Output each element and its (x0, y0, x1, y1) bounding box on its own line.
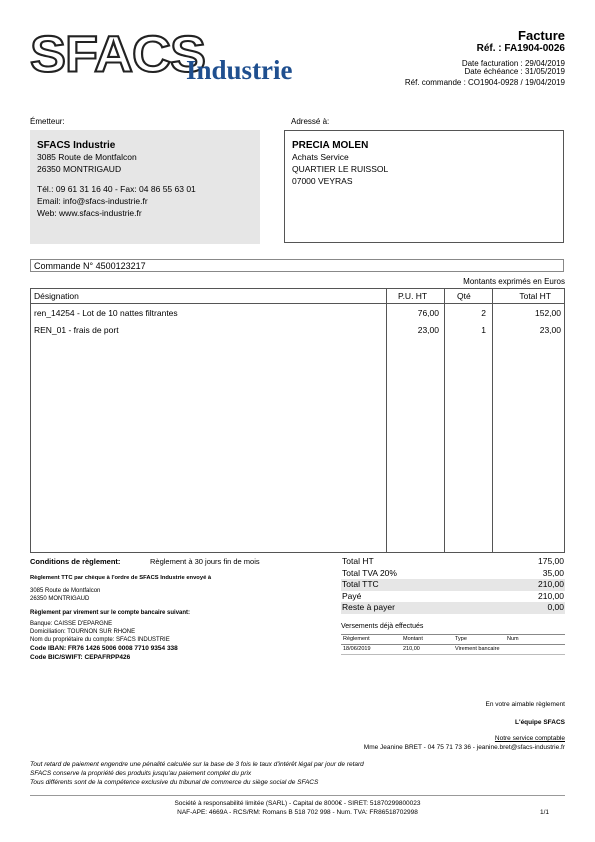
company-logo: SFACS (30, 26, 206, 84)
sender-address-line2: 26350 MONTRIGAUD (37, 164, 122, 174)
recipient-name: PRECIA MOLEN (292, 140, 369, 151)
total-label: Total TTC (342, 579, 379, 589)
footer-registration-info: NAF-APE: 4669A - RCS/RM: Romans B 518 702 998 - Num. TVA: FR86518702998 (177, 809, 418, 816)
cheque-instructions: Règlement TTC par chèque à l'ordre de SFACS Industrie envoyé à (30, 575, 212, 581)
payments-header-row (341, 634, 565, 645)
bic-code: Code BIC/SWIFT: CEPAFRPP426 (30, 654, 131, 661)
row1-unit-price: 76,00 (417, 308, 439, 318)
row1-total: 152,00 (535, 308, 561, 318)
total-label: Payé (342, 590, 362, 601)
recipient-address-line1: QUARTIER LE RUISSOL (292, 164, 389, 174)
sender-box (30, 130, 260, 244)
closing-contact: Mme Jeanine BRET - 04 75 71 73 36 - jeanine.bret@sfacs-industrie.fr (363, 744, 565, 751)
ownership-notice: SFACS conserve la propriété des produits jusqu'au paiement complet du prix (30, 770, 252, 777)
late-payment-notice: Tout retard de paiement engendre une pénalité calculée sur la base de 3 fois le taux d'intérêt légal par jour de retard (30, 761, 364, 768)
total-value: 210,00 (538, 579, 564, 589)
recipient-service: Achats Service (292, 152, 349, 162)
cheque-address-line1: 3085 Route de Montfalcon (30, 588, 101, 594)
iban-code: Code IBAN: FR76 1426 5006 0008 7710 9354 338 (30, 645, 178, 652)
row1-designation: ren_14254 - Lot de 10 nattes filtrantes (34, 308, 178, 318)
sender-address-line1: 3085 Route de Montfalcon (37, 152, 137, 162)
row2-unit-price: 23,00 (417, 325, 439, 335)
col-header-unit-price: P.U. HT (398, 291, 428, 301)
total-label: Total HT (342, 556, 374, 566)
order-number: Commande N° 4500123217 (30, 259, 564, 272)
closing-greeting: En votre aimable règlement (485, 701, 565, 708)
col-header-quantity: Qté (457, 291, 471, 301)
sender-phone: Tél.: 09 61 31 16 40 - Fax: 04 86 55 63 01 (37, 184, 196, 194)
sender-label: Émetteur: (30, 117, 65, 126)
footer-company-info: Société à responsabilité limitée (SARL) - Capital de 8000€ - SIRET: 51870299800023 (174, 800, 421, 807)
row2-quantity: 1 (481, 325, 486, 335)
items-table (30, 288, 565, 553)
recipient-label: Adressé à: (291, 117, 330, 126)
col-header-designation: Désignation (34, 291, 79, 301)
row2-designation: REN_01 - frais de port (34, 325, 119, 335)
due-date: Date échéance : 31/05/2019 (464, 67, 565, 76)
document-title: Facture (518, 28, 565, 43)
payment-conditions-label: Conditions de règlement: (30, 557, 121, 566)
jurisdiction-notice: Tous différents sont de la compétence exclusive du tribunal de commerce du siège social de SFACS (30, 779, 319, 786)
currency-note: Montants exprimés en Euros (463, 277, 565, 286)
cheque-address-line2: 26350 MONTRIGAUD (30, 596, 90, 602)
company-logo-subtitle: Industrie (186, 55, 293, 85)
payments-made-table (341, 634, 565, 655)
bank-name: Banque: CAISSE D'EPARGNE (30, 621, 113, 627)
footer-divider (30, 795, 565, 796)
col-header-total: Total HT (519, 291, 551, 301)
sender-website: Web: www.sfacs-industrie.fr (37, 208, 142, 218)
total-row (341, 591, 565, 603)
row2-total: 23,00 (539, 325, 561, 335)
account-holder: Nom du propriétaire du compte: SFACS INDUSTRIE (30, 637, 170, 643)
total-label: Total TVA 20% (342, 567, 397, 578)
row1-quantity: 2 (481, 308, 486, 318)
payments-col-montant: Montant (403, 636, 423, 642)
total-row (341, 568, 565, 580)
invoice-date: Date facturation : 29/04/2019 (461, 59, 565, 68)
payments-col-type: Type (455, 636, 467, 642)
closing-team: L'équipe SFACS (515, 719, 565, 726)
payments-made-title: Versements déjà effectués (341, 623, 424, 630)
payments-col-reglement: Règlement (343, 636, 370, 642)
payment-type: Virement bancaire (455, 646, 500, 652)
total-label: Reste à payer (342, 602, 395, 612)
recipient-address-line2: 07000 VEYRAS (292, 176, 353, 186)
order-reference: Réf. commande : CO1904-0928 / 19/04/2019 (404, 78, 565, 87)
invoice-reference: Réf. : FA1904-0026 (476, 43, 565, 54)
page-number: 1/1 (539, 809, 549, 816)
totals-table (341, 556, 565, 614)
table-row (341, 645, 565, 655)
total-row (341, 556, 565, 568)
sender-name: SFACS Industrie (37, 140, 116, 151)
closing-department: Notre service comptable (494, 735, 565, 742)
total-value: 175,00 (538, 556, 564, 566)
total-value: 35,00 (542, 567, 564, 578)
payments-col-num: Num (507, 636, 519, 642)
payment-amount: 210,00 (403, 646, 420, 652)
total-row (341, 602, 565, 614)
total-row (341, 579, 565, 591)
total-value: 210,00 (538, 590, 564, 601)
sender-email: Email: info@sfacs-industrie.fr (37, 196, 148, 206)
recipient-box (284, 130, 564, 243)
bank-transfer-instructions: Règlement par virement sur le compte bancaire suivant: (30, 610, 191, 616)
bank-domiciliation: Domiciliation: TOURNON SUR RHONE (30, 629, 136, 635)
payment-conditions-value: Règlement à 30 jours fin de mois (150, 557, 260, 566)
total-value: 0,00 (547, 602, 564, 612)
payment-date: 18/06/2019 (343, 646, 371, 652)
